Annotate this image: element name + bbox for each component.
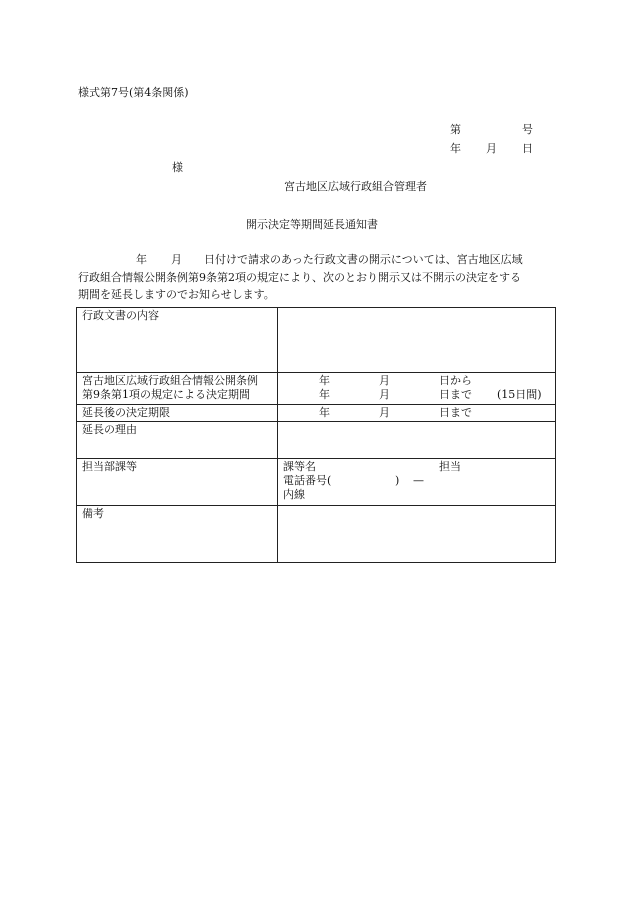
period-from-day: 日から	[439, 374, 472, 387]
remarks-value-cell	[278, 506, 556, 563]
extended-label-cell	[77, 405, 278, 422]
notice-table	[76, 307, 556, 563]
remarks-label: 備考	[82, 507, 104, 520]
extension-label: 内線	[283, 488, 305, 501]
extended-label: 延長後の決定期限	[82, 406, 170, 419]
reason-value-cell	[278, 422, 556, 459]
period-to-month: 月	[379, 388, 390, 401]
phone-label: 電話番号(	[283, 474, 332, 487]
extended-value-cell	[278, 405, 556, 422]
doc-number-dai: 第	[450, 123, 461, 136]
period-to-year: 年	[319, 388, 330, 401]
date-day: 日	[522, 142, 533, 155]
document-title: 開示決定等期間延長通知書	[246, 218, 378, 231]
period-from-month: 月	[379, 374, 390, 387]
period-label-line2: 第9条第1項の規定による決定期間	[82, 388, 250, 401]
period-to-day: 日まで	[439, 388, 472, 401]
tanto-label: 担当	[439, 460, 461, 473]
addressee-suffix: 様	[172, 161, 183, 174]
remarks-label-cell	[77, 506, 278, 563]
period-label-cell	[77, 373, 278, 405]
extended-month: 月	[379, 406, 390, 419]
date-year: 年	[450, 142, 461, 155]
body-line1: 日付けで請求のあった行政文書の開示については、宮古地区広域	[204, 253, 523, 266]
contact-value-cell	[278, 459, 556, 506]
reason-label-cell	[77, 422, 278, 459]
body-year: 年	[136, 253, 147, 266]
date-month: 月	[486, 142, 497, 155]
phone-dash: —	[413, 474, 424, 487]
contact-label: 担当部課等	[82, 460, 137, 473]
issuer-name: 宮古地区広域行政組合管理者	[284, 180, 427, 193]
body-line3: 期間を延長しますのでお知らせします。	[78, 288, 275, 301]
reason-label: 延長の理由	[82, 423, 137, 436]
body-paragraph	[78, 251, 556, 304]
period-duration-note: (15日間)	[497, 388, 542, 401]
period-value-cell	[278, 373, 556, 405]
doc-content-label: 行政文書の内容	[82, 309, 159, 322]
doc-content-label-cell	[77, 308, 278, 373]
body-month: 月	[171, 253, 182, 266]
body-line2: 行政組合情報公開条例第9条第2項の規定により、次のとおり開示又は不開示の決定をする	[78, 270, 521, 284]
section-name-label: 課等名	[283, 460, 316, 473]
contact-label-cell	[77, 459, 278, 506]
form-number: 様式第7号(第4条関係)	[78, 86, 189, 99]
doc-number-go: 号	[522, 123, 533, 136]
phone-close: )	[395, 474, 400, 487]
doc-content-value-cell	[278, 308, 556, 373]
period-from-year: 年	[319, 374, 330, 387]
extended-day: 日まで	[439, 406, 472, 419]
extended-year: 年	[319, 406, 330, 419]
period-label-line1: 宮古地区広域行政組合情報公開条例	[82, 374, 258, 387]
